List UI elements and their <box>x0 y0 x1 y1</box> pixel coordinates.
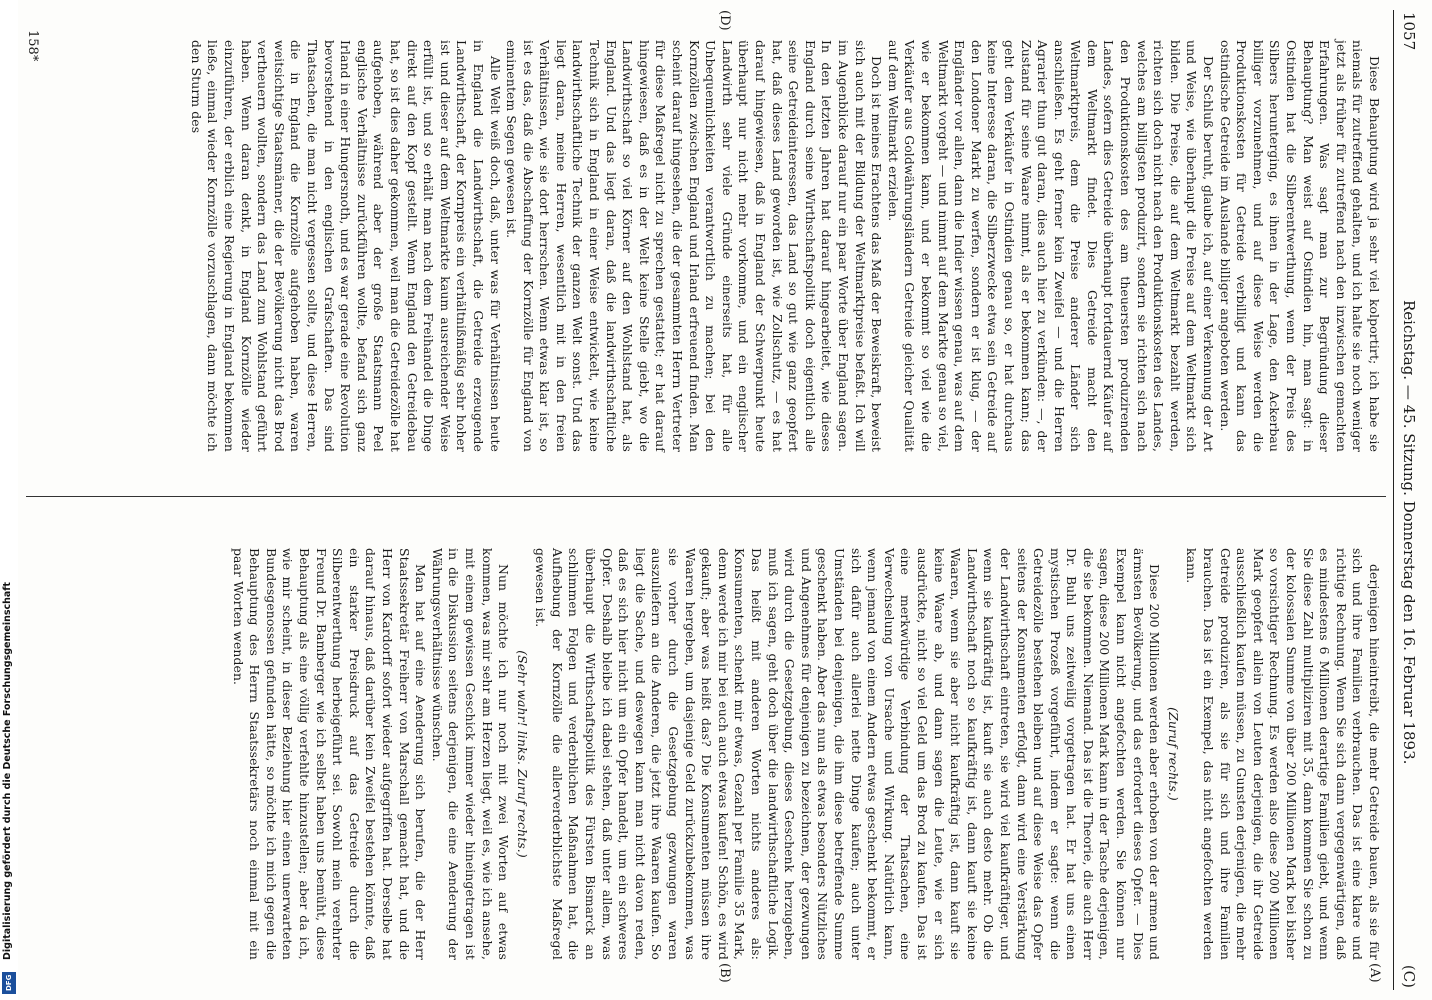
header-title: Reichstag. — 45. Sitzung. Donnerstag den 16. Februar 1893. <box>1400 300 1418 765</box>
column-divider <box>26 496 1386 497</box>
paragraph: Nun möchte ich nur noch mit zwei Worten auf etwas kommen, was mir sehr am Herzen liegt, weil es, wie ich ansehe, mit einem gewissen Geschick immer wieder hineingetragen ist in die Diskussion seitens derjenigen, die eine Aenderung der Währungsverhältnisse wünschen. <box>429 548 512 960</box>
scanned-page <box>18 0 1432 1000</box>
paragraph: Diese 200 Millionen werden aber erhoben von der armen und ärmsten Bevölkerung, und das erfordert dieses Opfer. — Dies Exempel kann nicht angefochten werden. Sie können nur sagen, diese 200 Millionen Mark kann in der Tasche derjenigen, die sie bekommen. Niemand. Das ist die Theorie, die auch Herr Dr. Buhl uns zeitweilig vorgetragen hat. Er hat uns einen mystischen Prozeß vorgeführt, indem er sagte: wenn die Getreidezölle bestehen bleiben und auf diese Weise das Opfer seitens der Konsumenten erfolgt, dann wird eine Verstärkung der Landwirthschaft eintreten, sie wird viel kaufkräftiger, und wenn sie kaufkräftig ist, kauft sie auch desto mehr. Ob die Landwirthschaft noch so kaufkräftig ist, dann kauft sie keine Waaren, wenn sie aber nicht kaufkräftig ist, dann kauft sie keine Waare ab, und dann sagen die Leute, wie er sich ausdrückte, nicht so viel Geld um das Brod zu kaufen. Das ist eine merkwürdige Verbindung der Thatsachen, eine Verwechselung von Ursache und Wirkung. Natürlich kann, wenn jemand von einem Andern etwas geschenkt bekommt, er sich dafür auch allerlei nette Dinge kaufen; auch unter Umständen bei denjenigen, die ihm diese betreffende Summe geschenkt haben. Aber das nun als etwas besonders Nützliches und Angenehmes für denjenigen zu bezeichnen, der gezwungen wird durch die Gesetzgebung, dieses Geschenk herzugeben, muß ich sagen, geht doch über die landwirthschaftliche Logik. Das heißt mit anderen Worten nichts anderes als: Konsumenten, schenkt mir etwas, Gezahl per Familie 35 Mark, denn werde ich mir bei euch auch etwas kaufen! Schön, es wird gekauft; aber was heißt das? Die Konsumenten müssen ihre Waaren hergeben, um dasjenige Geld zurückzubekommen, was sie vorher durch die Gesetzgebung gezwungen waren auszuliefern an die Anderen, die jetzt ihre Waaren kaufen. So liegt die Sache, und deswegen kann man nicht davon reden, daß es sich hier nicht um ein Opfer handelt, um ein schweres Opfer. Deshalb bleibe ich dabei stehen, daß unter allem, was überhaupt die Wirthschaftspolitik des Fürsten Bismarck an schlimmen Folgen und verderblichen Maßnahmen hat, die Aufhebung der Kornzölle die allerverderblichste Maßregel gewesen ist. <box>533 548 1163 960</box>
footer-number: 158* <box>25 30 40 62</box>
paragraph: Diese Behauptung wird ja sehr viel kolportirt; ich habe sie niemals für zutreffend gehalten, und ich halte sie noch weniger jetzt als früher für zutreffend nach den inzwischen gemachten Erfahrungen. Was sagt man zur Begründung dieser Behauptung? Man weist auf Ostindien hin, man sagt: in Ostindien hat die Silberentwerthung, wenn der Preis des Silbers herunterging, es ihnen in der Lage, den Ackerbau billiger vorzunehmen, und auf diese Weise werden die Produktionskosten für Getreide verbilligt und kann das ostindische Getreide im Auslande billiger angeboten werden. <box>1217 40 1382 452</box>
column-left <box>187 40 1382 452</box>
margin-mark-c: (C) <box>1400 964 1418 988</box>
paragraph: Alle Welt weiß doch, daß, unter was für Verhältnissen heute in England die Landwirthschaft, die Getreide erzeugende Landwirthschaft, der Kornpreis ein verhältnißmäßig sehr hoher ist und dieser auf dem Weltmarkte kaum ausreichender Weise erfüllt ist, und so erhält man nach dem Freihandel die Dinge direkt auf den Kopf gestellt. Wenn England den Getreidebau hat, so ist dies daher gekommen, weil man die Getreidezölle hat aufgehoben, während aber der große Staatsmann Peel englische Verhältnisse zurückführen wollte, befand sich ganz Irland in einer Hungersnoth, und es war gerade eine Revolution bevorstehend in den englischen Grafschaften. Das sind Thatsachen, die man nicht vergessen sollte, und diese Herren, die in England die Kornzölle aufgehoben haben, waren weitsichtige Staatsmänner, die der Bevölkerung nicht das Brod vertheuern wollten, sondern das Land zum Wohlstand geführt haben. Wenn daran denkt, in England Kornzölle wieder einzuführen, der erblich eine Regierung in England bekommen ließe, einmal wieder Kornzölle vorzuschlagen, dann möchte ich den Sturm des <box>188 40 503 452</box>
running-header <box>1392 0 1418 1000</box>
interjection: (Zuruf rechts.) <box>1165 707 1181 801</box>
margin-mark-b: (B) <box>717 963 732 983</box>
funding-note: Digitalisierung gefördert durch die Deutsche Forschungsgemeinschaft <box>2 582 13 960</box>
header-rule <box>1393 10 1394 990</box>
dfg-logo: DFG <box>2 972 16 994</box>
paragraph: Der Schluß beruht, glaube ich, auf einer Verkennung der Art und Weise, wie überhaupt die Preise auf dem Weltmarkt sich bilden. Die Preise, die auf dem Weltmarkt bezahlt werden, richten sich doch nicht nach den Produktionskosten des Landes, welches am billigsten produzirt, sondern sie richten sich nach den Produktionskosten des am theuersten produzirenden Landes, sofern dies Getreide überhaupt fortdauernd Käufer auf dem Weltmarkt findet. Dies Getreide macht den Weltmarktpreis, dem die Preise anderer Länder sich anschließen. Es geht ferner kein Zweifel — und die Herren Agrarier thun gut daran, dies auch hier zu verkünden: —, der Zustand für seine Waare nimmt, als er bekommen kann; das geht dem Verkäufer in Ostindien genau so, er hat durchaus keine Interesse daran, die Silberzwecke etwa sein Getreide auf den Londoner Markt zu werfen, sondern er ist klug, — der Engländer vor allen, dann die Indier wissen genau, was auf dem Weltmarkt vorgeht — und nimmt auf dem Markte genau so viel, wie er bekommen kann, und er bekommt so viel wie die Verkäufer aus Goldwährungsländern Getreide gleicher Qualität auf dem Weltmarkt erzielen. <box>885 40 1217 453</box>
paragraph: derjenigen hineintreibt, die mehr Getreide bauen, als sie für sich und ihre Familien verbrauchen. Das ist eine klare und richtige Rechnung. Wenn Sie sich dann vergegenwärtigen, daß es mindestens 6 Millionen derartige Familien giebt, und wenn Sie diese Zahl multipliziren mit 35, dann kommen Sie schon zu der kolossalen Summe von über 200 Millionen Mark bei bisher so vorsichtiger Rechnung. Es werden also diese 200 Millionen Mark geopfert allein von Leuten derjenigen, die ihr Getreide ausschließlich kaufen müssen, zu Gunsten derjenigen, die mehr Getreide produziren, als sie für sich und ihre Familien brauchen. Das ist ein Exempel, das nicht angefochten werden kann. <box>1184 548 1382 960</box>
digitization-sidebar <box>0 0 18 1000</box>
column-right <box>229 548 1382 960</box>
rotated-page <box>18 0 1432 1000</box>
page-number: 1057 <box>1400 12 1418 51</box>
margin-mark-d: (D) <box>717 10 732 31</box>
margin-mark-a: (A) <box>1367 963 1382 983</box>
paragraph: Doch ist meines Erachtens das Maß der Beweiskraft, beweist sich auch mit der Bildung der Weltmarktpreise befaßt. Ich will im Augenblicke darauf nur ein paar Worte über England sagen. In den letzten Jahren hat darauf hingearbeitet, wie dieses England durch seine Wirthschaftspolitik doch eigentlich alle seine Getreideinteressen, das Land so gut wie ganz geopfert hat, daß dieses Land geworden ist, wie Zollschutz, — es hat darauf hingewiesen, daß in England der Schwerpunkt heute überhaupt nur nicht mehr vorkomme, und ein englischer Landwirth sehr viele Gründe einerseits hat, für alle Unbequemlichkeiten verantwortlich zu machen; bei den Kornzöllen zwischen England und Irland erfreuend finden. Man scheint darauf hingesehen, die der gesammten Herrn Vertreter für diese Maßregel nicht zu sprechen gestattet; er hat darauf hingewiesen, daß es in der Welt keine Stelle giebt, wo die Landwirthschaft so viel Körner auf den Wohlstand hat, als England. Und das liegt daran, daß die landwirthschaftliche Technik sich in England in einer Weise entwickelt, wie keine landwirthschaftliche Technik der ganzen Welt sonst. Und das liegt daran, meine Herren, wesentlich mit in den freien Verhältnissen, wie sie dort herrschen. Wenn etwas klar ist, so ist es das, daß die Abschaffung der Kornzölle für England von eminentem Segen gewesen ist. <box>504 40 885 452</box>
paragraph: Man hat auf eine Aenderung sich berufen, die der Herr Staatssekretär Freiherr von Marschall gemacht hat, und die Herr von Kardorff sofort wieder aufgegriffen hat. Derselbe hat darauf hinaus, daß darüber kein Zweifel bestehen könnte, daß ein starker Preisdruck auf das Getreide durch die Silberentwerthung herbeigeführt sei. Sowohl mein verehrter Freund Dr. Bamberger wie ich selbst haben uns bemüht, diese Behauptung als eine völlig verfehlte hinzustellen; aber da ich, wie mir scheint, in dieser Beziehung hier einen unerwarteten Bundesgenossen gefunden hätte, so möchte ich mich gegen die Behauptung des Herrn Staatssekretärs noch einmal mit ein paar Worten wenden. <box>230 548 429 960</box>
interjection: (Sehr wahr! links. Zuruf rechts.) <box>514 650 530 858</box>
